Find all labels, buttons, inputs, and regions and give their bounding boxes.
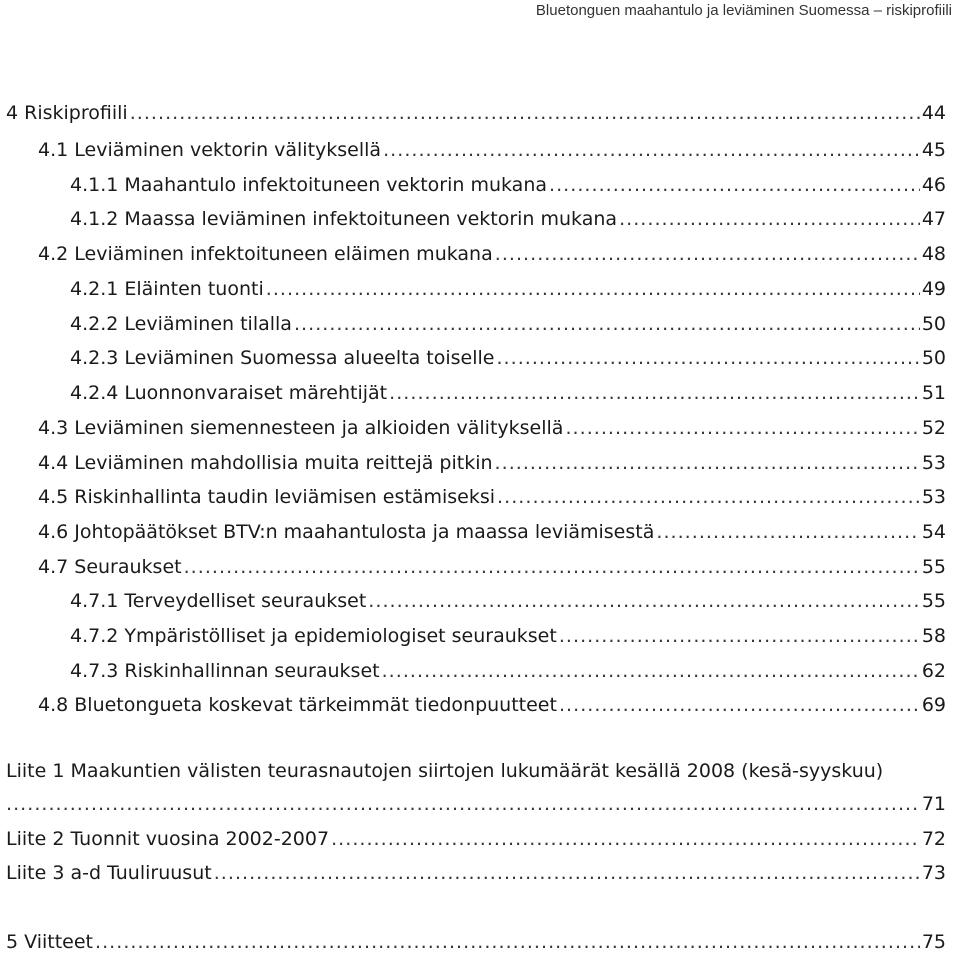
- toc-entry-4-1-2[interactable]: [0, 206, 946, 232]
- toc-leader: [619, 206, 920, 232]
- toc-leader: [559, 692, 920, 718]
- toc-entry-title: Liite 3 a-d Tuuliruusut: [6, 862, 212, 884]
- toc-entry-title: 4.4 Leviäminen mahdollisia muita reittejä pitkin: [38, 452, 493, 474]
- toc-entry-page: 51: [921, 382, 946, 404]
- toc-leader: [656, 519, 919, 545]
- toc-entry-5-viitteet[interactable]: [0, 929, 946, 955]
- toc-entry-title: 4.7 Seuraukset: [38, 556, 182, 578]
- toc-entry-page: 48: [921, 243, 946, 265]
- toc-entry-4-1-1[interactable]: [0, 172, 946, 198]
- toc-entry-liite-2[interactable]: [0, 826, 946, 852]
- toc-entry-title: 4.2.2 Leviäminen tilalla: [70, 313, 292, 335]
- toc-entry-liite-3[interactable]: [0, 860, 946, 886]
- toc-entry-title: 5 Viitteet: [6, 931, 93, 953]
- toc-entry-page: 53: [921, 486, 946, 508]
- toc-entry-title: 4.6 Johtopäätökset BTV:n maahantulosta ja maassa leviämisestä: [38, 521, 655, 543]
- toc-entry-4-1[interactable]: [0, 137, 946, 163]
- toc-entry-page: 52: [921, 417, 946, 439]
- toc-entry-4-6[interactable]: [0, 519, 946, 545]
- toc-entry-page: 54: [921, 521, 946, 543]
- toc-leader: [495, 241, 920, 267]
- toc-leader: [496, 345, 919, 371]
- toc-entry-page: 69: [921, 694, 946, 716]
- toc-leader: [368, 588, 920, 614]
- toc-entry-4-2[interactable]: [0, 241, 946, 267]
- toc-entry-title: 4.1.2 Maassa leviäminen infektoituneen vektorin mukana: [70, 208, 618, 230]
- toc-leader: [130, 100, 920, 126]
- toc-entry-title: 4.2.3 Leviäminen Suomessa alueelta toiselle: [70, 347, 495, 369]
- toc-leader: [389, 380, 920, 406]
- toc-entry-title: Liite 2 Tuonnit vuosina 2002-2007: [6, 828, 330, 850]
- toc-entry-page: 71: [921, 793, 946, 815]
- toc-entry-page: 50: [921, 347, 946, 369]
- toc-leader: [294, 311, 920, 337]
- toc-entry-title: 4.3 Leviäminen siemennesteen ja alkioiden välityksellä: [38, 417, 564, 439]
- toc-leader: [495, 450, 920, 476]
- toc-entry-title: 4.5 Riskinhallinta taudin leviämisen estämiseksi: [38, 486, 496, 508]
- toc-entry-page: 62: [921, 660, 946, 682]
- toc-entry-4-8[interactable]: [0, 692, 946, 718]
- toc-leader: [497, 484, 920, 510]
- toc-entry-4-2-4[interactable]: [0, 380, 946, 406]
- toc-leader: [331, 826, 920, 852]
- toc-entry-liite-1-leader[interactable]: [0, 791, 946, 817]
- toc-leader: [214, 860, 920, 886]
- toc-entry-page: 58: [921, 625, 946, 647]
- toc-entry-4-2-1[interactable]: [0, 276, 946, 302]
- toc-entry-page: 45: [921, 139, 946, 161]
- toc-entry-page: 75: [921, 931, 946, 953]
- toc-entry-page: 49: [921, 278, 946, 300]
- toc-leader: [565, 415, 919, 441]
- toc-leader: [549, 172, 920, 198]
- toc-entry-4-7-2[interactable]: [0, 623, 946, 649]
- toc-entry-4[interactable]: [0, 100, 946, 126]
- toc-entry-page: 55: [921, 556, 946, 578]
- toc-entry-4-5[interactable]: [0, 484, 946, 510]
- toc-entry-page: 50: [921, 313, 946, 335]
- toc-entry-title: 4.1.1 Maahantulo infektoituneen vektorin mukana: [70, 174, 548, 196]
- toc-entry-title: 4.7.1 Terveydelliset seuraukset: [70, 590, 367, 612]
- toc-entry-title: 4.2 Leviäminen infektoituneen eläimen mukana: [38, 243, 493, 265]
- toc-entry-title: 4.2.1 Eläinten tuonti: [70, 278, 264, 300]
- running-header: Bluetonguen maahantulo ja leviäminen Suomessa – riskiprofiili: [535, 2, 952, 19]
- toc-entry-4-2-2[interactable]: [0, 311, 946, 337]
- toc-entry-page: 46: [921, 174, 946, 196]
- toc-entry-4-2-3[interactable]: [0, 345, 946, 371]
- toc-leader: [559, 623, 920, 649]
- toc-leader: [383, 137, 920, 163]
- toc-leader: [6, 791, 920, 817]
- toc-entry-page: 53: [921, 452, 946, 474]
- toc-entry-4-7-3[interactable]: [0, 658, 946, 684]
- toc-entry-page: 55: [921, 590, 946, 612]
- toc-entry-4-3[interactable]: [0, 415, 946, 441]
- toc-leader: [382, 658, 920, 684]
- toc-entry-4-4[interactable]: [0, 450, 946, 476]
- toc-leader: [95, 929, 920, 955]
- toc-entry-page: 73: [921, 862, 946, 884]
- toc-entry-4-7[interactable]: [0, 554, 946, 580]
- toc-entry-title: 4.1 Leviäminen vektorin välityksellä: [38, 139, 382, 161]
- toc-entry-title: 4.7.3 Riskinhallinnan seuraukset: [70, 660, 380, 682]
- toc-entry-title: 4.7.2 Ympäristölliset ja epidemiologiset seuraukset: [70, 625, 557, 647]
- toc-leader: [184, 554, 920, 580]
- toc-entry-page: 44: [921, 102, 946, 124]
- toc-entry-title: 4 Riskiprofiili: [6, 102, 128, 124]
- toc-entry-title: 4.8 Bluetongueta koskevat tärkeimmät tiedonpuutteet: [38, 694, 557, 716]
- toc-leader: [266, 276, 920, 302]
- toc-entry-page: 47: [921, 208, 946, 230]
- toc-entry-title: 4.2.4 Luonnonvaraiset märehtijät: [70, 382, 388, 404]
- toc-entry-4-7-1[interactable]: [0, 588, 946, 614]
- toc-entry-page: 72: [921, 828, 946, 850]
- toc-entry-liite-1-title[interactable]: Liite 1 Maakuntien välisten teurasnautojen siirtojen lukumäärät kesällä 2008 (kesä-syyskuu): [6, 760, 884, 782]
